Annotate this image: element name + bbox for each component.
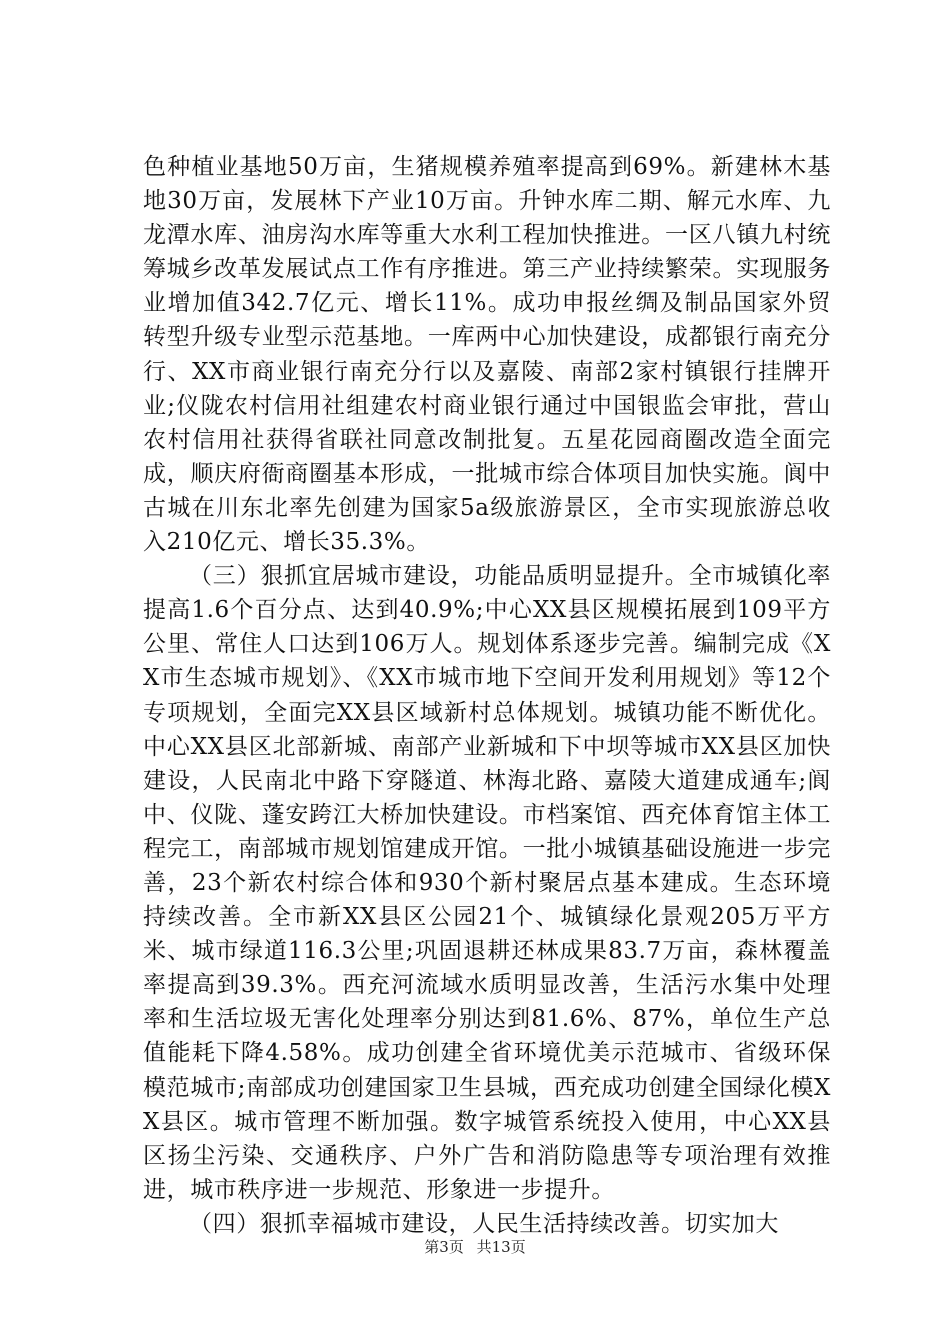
body-paragraph-1: 色种植业基地50万亩，生猪规模养殖率提高到69%。新建林木基地30万亩，发展林下产业10万亩。升钟水库二期、解元水库、九龙潭水库、油房沟水库等重大水利工程加快推进。一区八镇九村统筹城乡改革发展试点工作有序推进。第三产业持续繁荣。实现服务业增加值342.7亿元、增长11%。成功申报丝绸及制品国家外贸转型升级专业型示范基地。一库两中心加快建设，成都银行南充分行、XX市商业银行南充分行以及嘉陵、南部2家村镇银行挂牌开业;仪陇农村信用社组建农村商业银行通过中国银监会审批，营山农村信用社获得省联社同意改制批复。五星花园商圈改造全面完成，顺庆府衙商圈基本形成，一批城市综合体项目加快实施。阆中古城在川东北率先创建为国家5a级旅游景区，全市实现旅游总收入210亿元、增长35.3%。 [143, 154, 831, 556]
page-number: 第3页 [424, 1238, 464, 1256]
document-body [143, 150, 831, 1241]
page-footer [0, 1237, 950, 1257]
page-total: 共13页 [476, 1238, 526, 1256]
body-paragraph-3: （四）狠抓幸福城市建设，人民生活持续改善。切实加大 [189, 1210, 779, 1237]
body-paragraph-2: （三）狠抓宜居城市建设，功能品质明显提升。全市城镇化率提高1.6个百分点、达到40.9%;中心XX县区规模拓展到109平方公里、常住人口达到106万人。规划体系逐步完善。编制完成《XX市生态城市规划》、《XX市城市地下空间开发利用规划》等12个专项规划，全面完XX县区域新村总体规划。城镇功能不断优化。中心XX县区北部新城、南部产业新城和下中坝等城市XX县区加快建设，人民南北中路下穿隧道、林海北路、嘉陵大道建成通车;阆中、仪陇、蓬安跨江大桥加快建设。市档案馆、西充体育馆主体工程完工，南部城市规划馆建成开馆。一批小城镇基础设施进一步完善，23个新农村综合体和930个新村聚居点基本建成。生态环境持续改善。全市新XX县区公园21个、城镇绿化景观205万平方米、城市绿道116.3公里;巩固退耕还林成果83.7万亩，森林覆盖率提高到39.3%。西充河流域水质明显改善，生活污水集中处理率和生活垃圾无害化处理率分别达到81.6%、87%，单位生产总值能耗下降4.58%。成功创建全省环境优美示范城市、省级环保模范城市;南部成功创建国家卫生县城，西充成功创建全国绿化模XX县区。城市管理不断加强。数字城管系统投入使用，中心XX县区扬尘污染、交通秩序、户外广告和消防隐患等专项治理有效推进，城市秩序进一步规范、形象进一步提升。 [143, 563, 831, 1203]
